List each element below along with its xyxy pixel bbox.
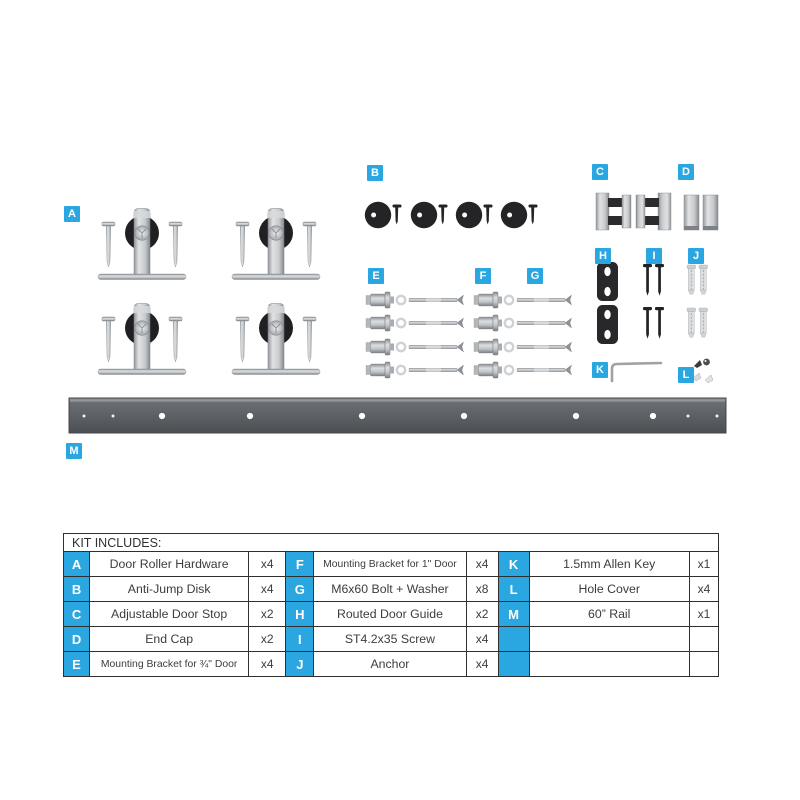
letter-cell: A [64, 552, 90, 577]
item-cell: Anchor [314, 652, 466, 677]
letter-cell: K [498, 552, 529, 577]
letter-cell: B [64, 577, 90, 602]
qty-cell: x8 [466, 577, 498, 602]
letter-cell: E [64, 652, 90, 677]
qty-cell [689, 652, 718, 677]
qty-cell: x4 [689, 577, 718, 602]
table-row [64, 577, 719, 602]
qty-cell [689, 627, 718, 652]
item-cell: M6x60 Bolt + Washer [314, 577, 466, 602]
parts-diagram [0, 150, 800, 470]
label-e-badge: E [368, 268, 384, 284]
qty-cell: x4 [466, 627, 498, 652]
label-c-badge: C [592, 164, 608, 180]
letter-cell: F [286, 552, 314, 577]
label-l-badge: L [678, 367, 694, 383]
qty-cell: x2 [249, 627, 286, 652]
allen-key-graphic [612, 363, 661, 381]
letter-cell [498, 652, 529, 677]
qty-cell: x2 [466, 602, 498, 627]
item-cell [529, 627, 689, 652]
qty-cell: x1 [689, 602, 718, 627]
anchor-graphic [687, 265, 708, 337]
letter-cell: L [498, 577, 529, 602]
label-g-badge: G [527, 268, 543, 284]
label-a-badge: A [64, 206, 80, 222]
routed-door-guide-graphic [597, 262, 618, 344]
anti-jump-disk-graphic [365, 202, 538, 228]
adjustable-door-stop-graphic [596, 193, 671, 230]
qty-cell: x2 [249, 602, 286, 627]
item-cell: 60” Rail [529, 602, 689, 627]
item-cell: 1.5mm Allen Key [529, 552, 689, 577]
label-k-badge: K [592, 362, 608, 378]
qty-cell: x4 [249, 552, 286, 577]
mounting-bracket-bolt-graphic [366, 292, 572, 378]
label-j-badge: J [688, 248, 704, 264]
item-cell: ST4.2x35 Screw [314, 627, 466, 652]
label-f-badge: F [475, 268, 491, 284]
item-cell [529, 652, 689, 677]
door-roller-hardware-graphic [98, 209, 320, 375]
table-row [64, 552, 719, 577]
letter-cell: C [64, 602, 90, 627]
item-cell: Anti-Jump Disk [90, 577, 249, 602]
item-cell: Routed Door Guide [314, 602, 466, 627]
label-h-badge: H [595, 248, 611, 264]
qty-cell: x4 [466, 552, 498, 577]
label-b-badge: B [367, 165, 383, 181]
item-cell: Hole Cover [529, 577, 689, 602]
item-cell: Mounting Bracket for ¾" Door [90, 652, 249, 677]
table-row [64, 652, 719, 677]
letter-cell [498, 627, 529, 652]
item-cell: End Cap [90, 627, 249, 652]
label-d-badge: D [678, 164, 694, 180]
qty-cell: x1 [689, 552, 718, 577]
qty-cell: x4 [466, 652, 498, 677]
letter-cell: I [286, 627, 314, 652]
kit-includes-table [63, 533, 719, 677]
hole-cover-graphic [693, 359, 713, 383]
letter-cell: H [286, 602, 314, 627]
letter-cell: M [498, 602, 529, 627]
rail-graphic [69, 398, 726, 433]
end-cap-graphic [684, 195, 718, 230]
label-m-badge: M [66, 443, 82, 459]
label-i-badge: I [646, 248, 662, 264]
letter-cell: G [286, 577, 314, 602]
table-row [64, 602, 719, 627]
item-cell: Door Roller Hardware [90, 552, 249, 577]
letter-cell: D [64, 627, 90, 652]
qty-cell: x4 [249, 577, 286, 602]
screw-graphic [643, 264, 664, 339]
qty-cell: x4 [249, 652, 286, 677]
item-cell: Adjustable Door Stop [90, 602, 249, 627]
table-row [64, 627, 719, 652]
kit-table-title: KIT INCLUDES: [64, 534, 719, 552]
letter-cell: J [286, 652, 314, 677]
item-cell: Mounting Bracket for 1" Door [314, 552, 466, 577]
